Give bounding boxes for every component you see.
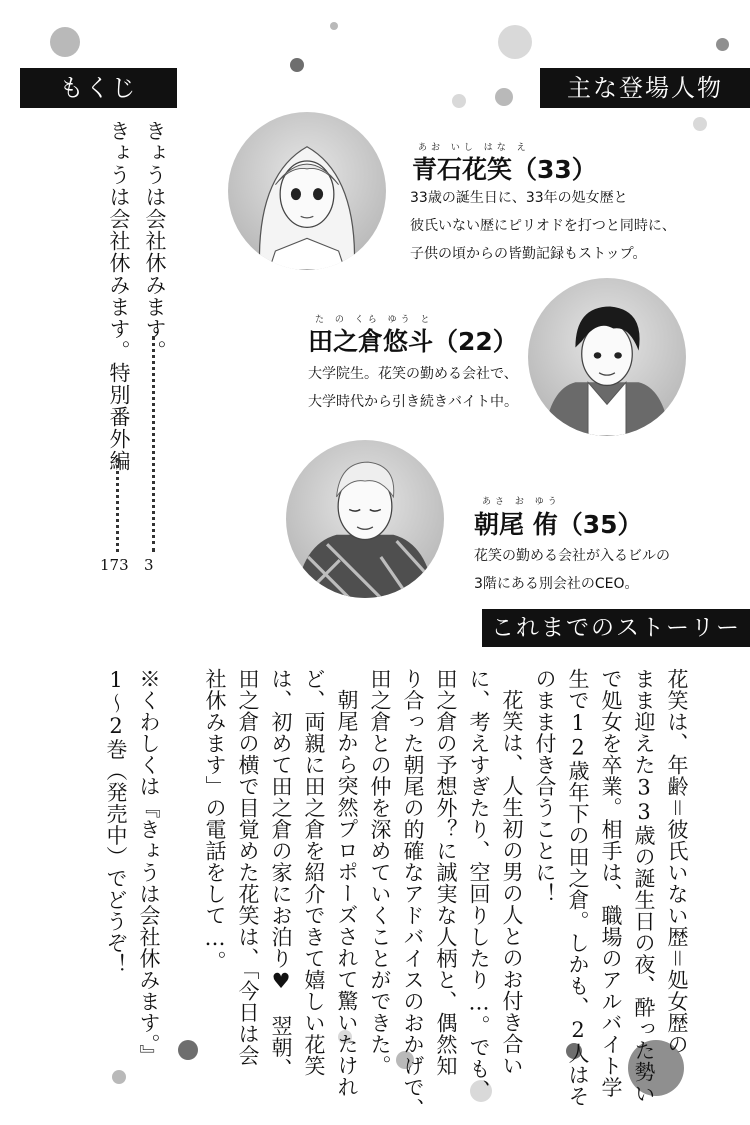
story-text-column: り合った朝尾の的確なアドバイスのおかげで、 [401, 668, 425, 1120]
character-name: 青石花笑（33） [412, 155, 597, 184]
decorative-dot [452, 94, 466, 108]
story-text-column: ど、両親に田之倉を紹介できて嬉しい花笑 [302, 668, 326, 1077]
toc-page-number: 3 [144, 556, 154, 574]
tanokura-portrait [528, 278, 686, 436]
story-note-column: 1〜2巻（発売中）でどうぞ！ [104, 668, 128, 975]
story-text-column: 花笑は、年齢＝彼氏いない歴＝処女歴の [665, 668, 689, 1055]
character-description-line: 33歳の誕生日に、33年の処女歴と [410, 190, 628, 206]
character-name-reading: あさ お ゆう [482, 497, 561, 507]
story-header: これまでのストーリー [482, 609, 750, 647]
story-text-column: に、考えすぎたり、空回りしたり…。でも、 [467, 668, 491, 1101]
decorative-dot [716, 38, 729, 51]
character-description-line: 大学時代から引き続きバイト中。 [308, 394, 518, 410]
toc-entry-title: きょうは会社休みます。 [143, 120, 167, 362]
character-description-line: 大学院生。花笑の勤める会社で、 [308, 366, 518, 382]
toc-leader-dots [152, 336, 155, 552]
story-text-column: で処女を卒業。相手は、職場のアルバイト学 [599, 668, 623, 1098]
character-name: 田之倉悠斗（22） [308, 327, 518, 356]
decorative-dot [50, 27, 80, 57]
decorative-dot [178, 1040, 198, 1060]
story-text-column: 田之倉の予想外？に誠実な人柄と、偶然知 [434, 668, 458, 1077]
toc-page-number: 173 [100, 556, 129, 574]
decorative-dot [330, 22, 338, 30]
decorative-dot [693, 117, 707, 131]
character-name: 朝尾 侑（35） [474, 510, 643, 539]
story-text-column: 花笑は、人生初の男の人とのお付き合い [500, 689, 524, 1076]
cast-header: 主な登場人物 [540, 68, 750, 108]
character-description-line: 3階にある別会社のCEO。 [474, 576, 639, 592]
decorative-dot [112, 1070, 126, 1084]
story-text-column: 社休みます」の電話をして…。 [203, 668, 227, 972]
story-text-column: 田之倉との仲を深めていくことができた。 [368, 668, 392, 1077]
decorative-dot [290, 58, 304, 72]
toc-leader-dots [116, 458, 119, 552]
toc-header: もくじ [20, 68, 177, 108]
character-description-line: 彼氏いない歴にピリオドを打つと同時に、 [410, 218, 676, 234]
story-text-column: まま迎えた33歳の誕生日の夜、酔った勢い [632, 668, 656, 1104]
decorative-dot [498, 25, 532, 59]
character-description-line: 花笑の勤める会社が入るビルの [474, 548, 670, 564]
character-description-line: 子供の頃からの皆勤記録もストップ。 [410, 246, 647, 262]
story-text-column: 朝尾から突然プロポーズされて驚いたけれ [335, 689, 359, 1098]
story-note-column: ※くわしくは『きょうは会社休みます。』 [137, 668, 161, 1066]
asao-portrait [286, 440, 444, 598]
hana-portrait [228, 112, 386, 270]
story-text-column: 田之倉の横で目覚めた花笑は、「今日は会 [236, 668, 260, 1066]
story-text-column: 生で12歳年下の田之倉。しかも、2人はそ [566, 668, 590, 1107]
decorative-dot [495, 88, 513, 106]
character-name-reading: た の くら ゆう と [315, 315, 434, 325]
toc-entry-title: きょうは会社休みます。特別番外編 [107, 120, 131, 472]
story-text-column: は、初めて田之倉の家にお泊り♥ 翌朝、 [269, 668, 293, 1080]
story-text-column: のまま付き合うことに！ [533, 668, 557, 905]
character-name-reading: あお いし はな え [418, 143, 530, 153]
